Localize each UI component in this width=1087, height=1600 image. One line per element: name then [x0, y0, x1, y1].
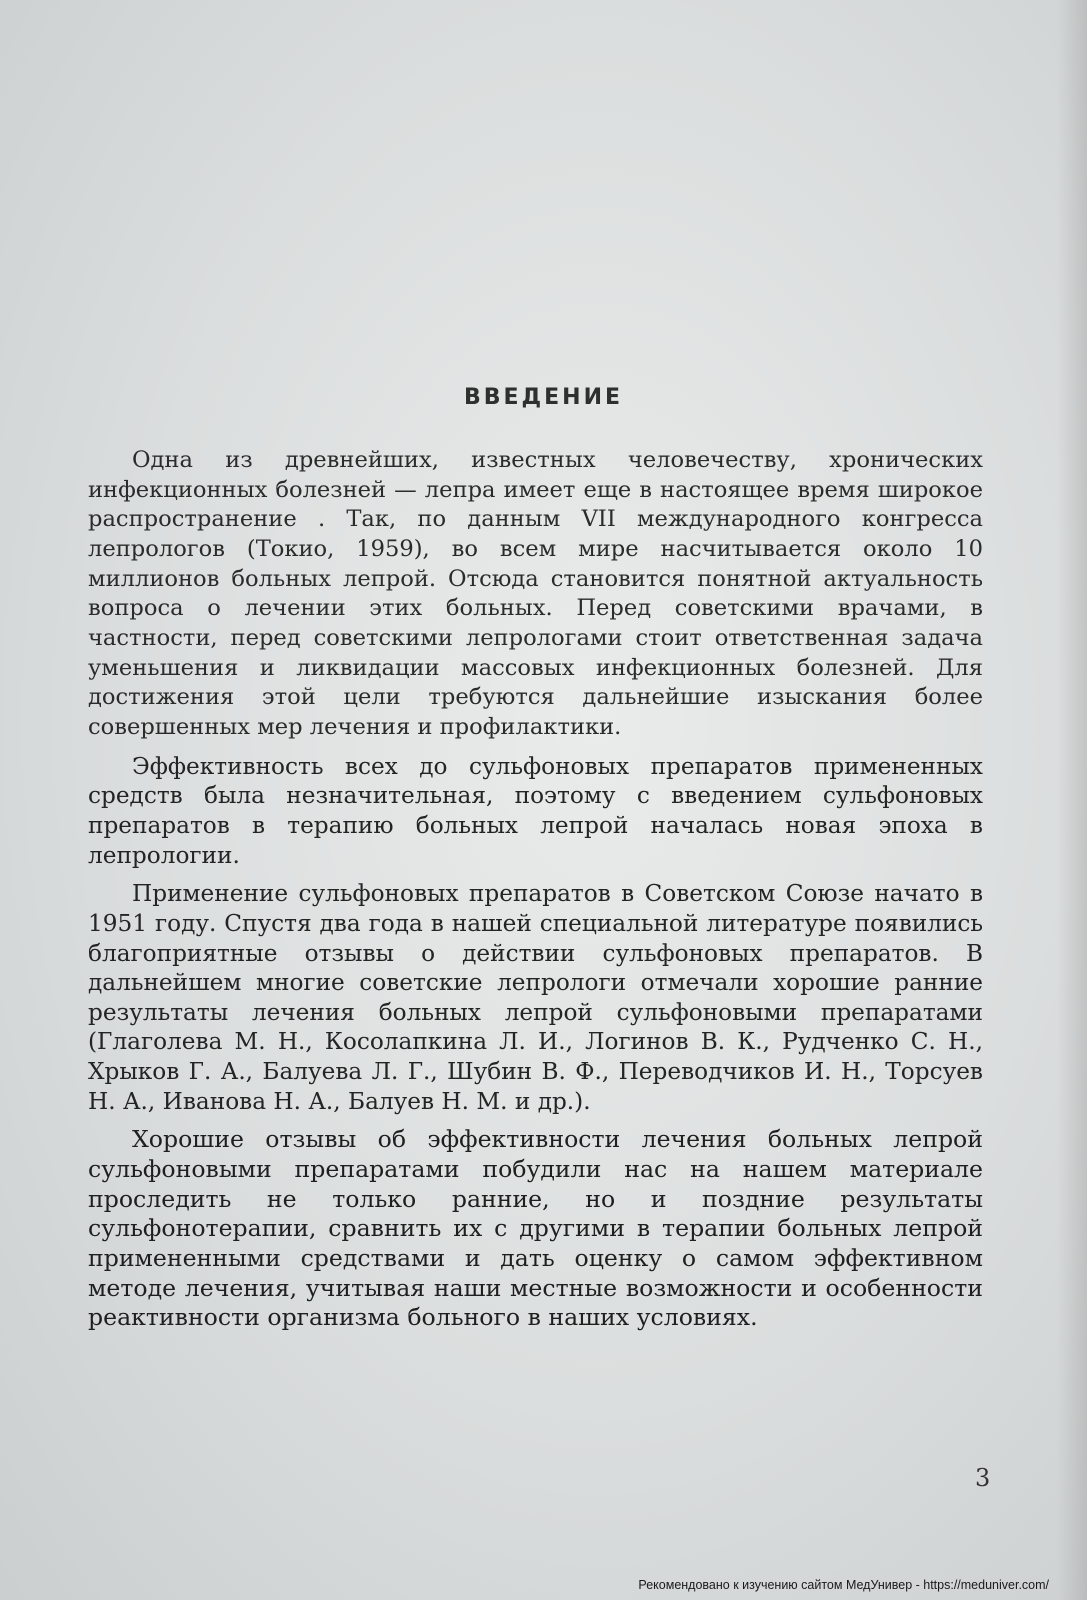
paragraph-1: Одна из древнейших, известных человечеству, хронических инфекционных болезней — лепра имеет еще в настоящее время широкое распространение . Так, по данным VII международного конгресса лепрологов (Токио, 1959), во всем мире насчитывается около 10 миллионов больных лепрой. Отсюда становится понятной актуальность вопроса о лечении этих больных. Перед советскими врачами, в частности, перед советскими лепрологами стоит ответственная задача уменьшения и ликвидации массовых инфекционных болезней. Для достижения этой цели требуются дальнейшие изыскания более совершенных мер лечения и профилактики. — [88, 447, 983, 740]
page-number: 3 — [975, 1464, 991, 1492]
watermark-text: Рекомендовано к изучению сайтом МедУнивер - https://meduniver.com/ — [638, 1578, 1049, 1592]
paragraph-3: Применение сульфоновых препаратов в Советском Союзе начато в 1951 году. Спустя два года в нашей специальной литературе появились благоприятные отзывы о действии сульфоновых препаратов. В дальнейшем многие советские лепрологи отмечали хорошие ранние результаты лечения больных лепрой сульфоновыми препаратами (Глаголева М. Н., Косолапкина Л. И., Логинов В. К., Рудченко С. Н., Хрыков Г. А., Балуева Л. Г., Шубин В. Ф., Переводчиков И. Н., Торсуев Н. А., Иванова Н. А., Балуев Н. М. и др.). — [88, 880, 983, 1115]
body-text — [88, 446, 983, 1342]
paragraph-2: Эффективность всех до сульфоновых препаратов примененных средств была незначительная, поэтому с введением сульфоновых препаратов в терапию больных лепрой началась новая эпоха в лепрологии. — [88, 752, 983, 869]
paragraph-4: Хорошие отзывы об эффективности лечения больных лепрой сульфоновыми препаратами побудили нас на нашем материале проследить не только ранние, но и поздние результаты сульфонотерапии, сравнить их с другими в терапии больных лепрой примененными средствами и дать оценку о самом эффективном методе лечения, учитывая наши местные возможности и особенности реактивности организма больного в наших условиях. — [88, 1125, 983, 1332]
section-heading: ВВЕДЕНИЕ — [463, 385, 624, 410]
